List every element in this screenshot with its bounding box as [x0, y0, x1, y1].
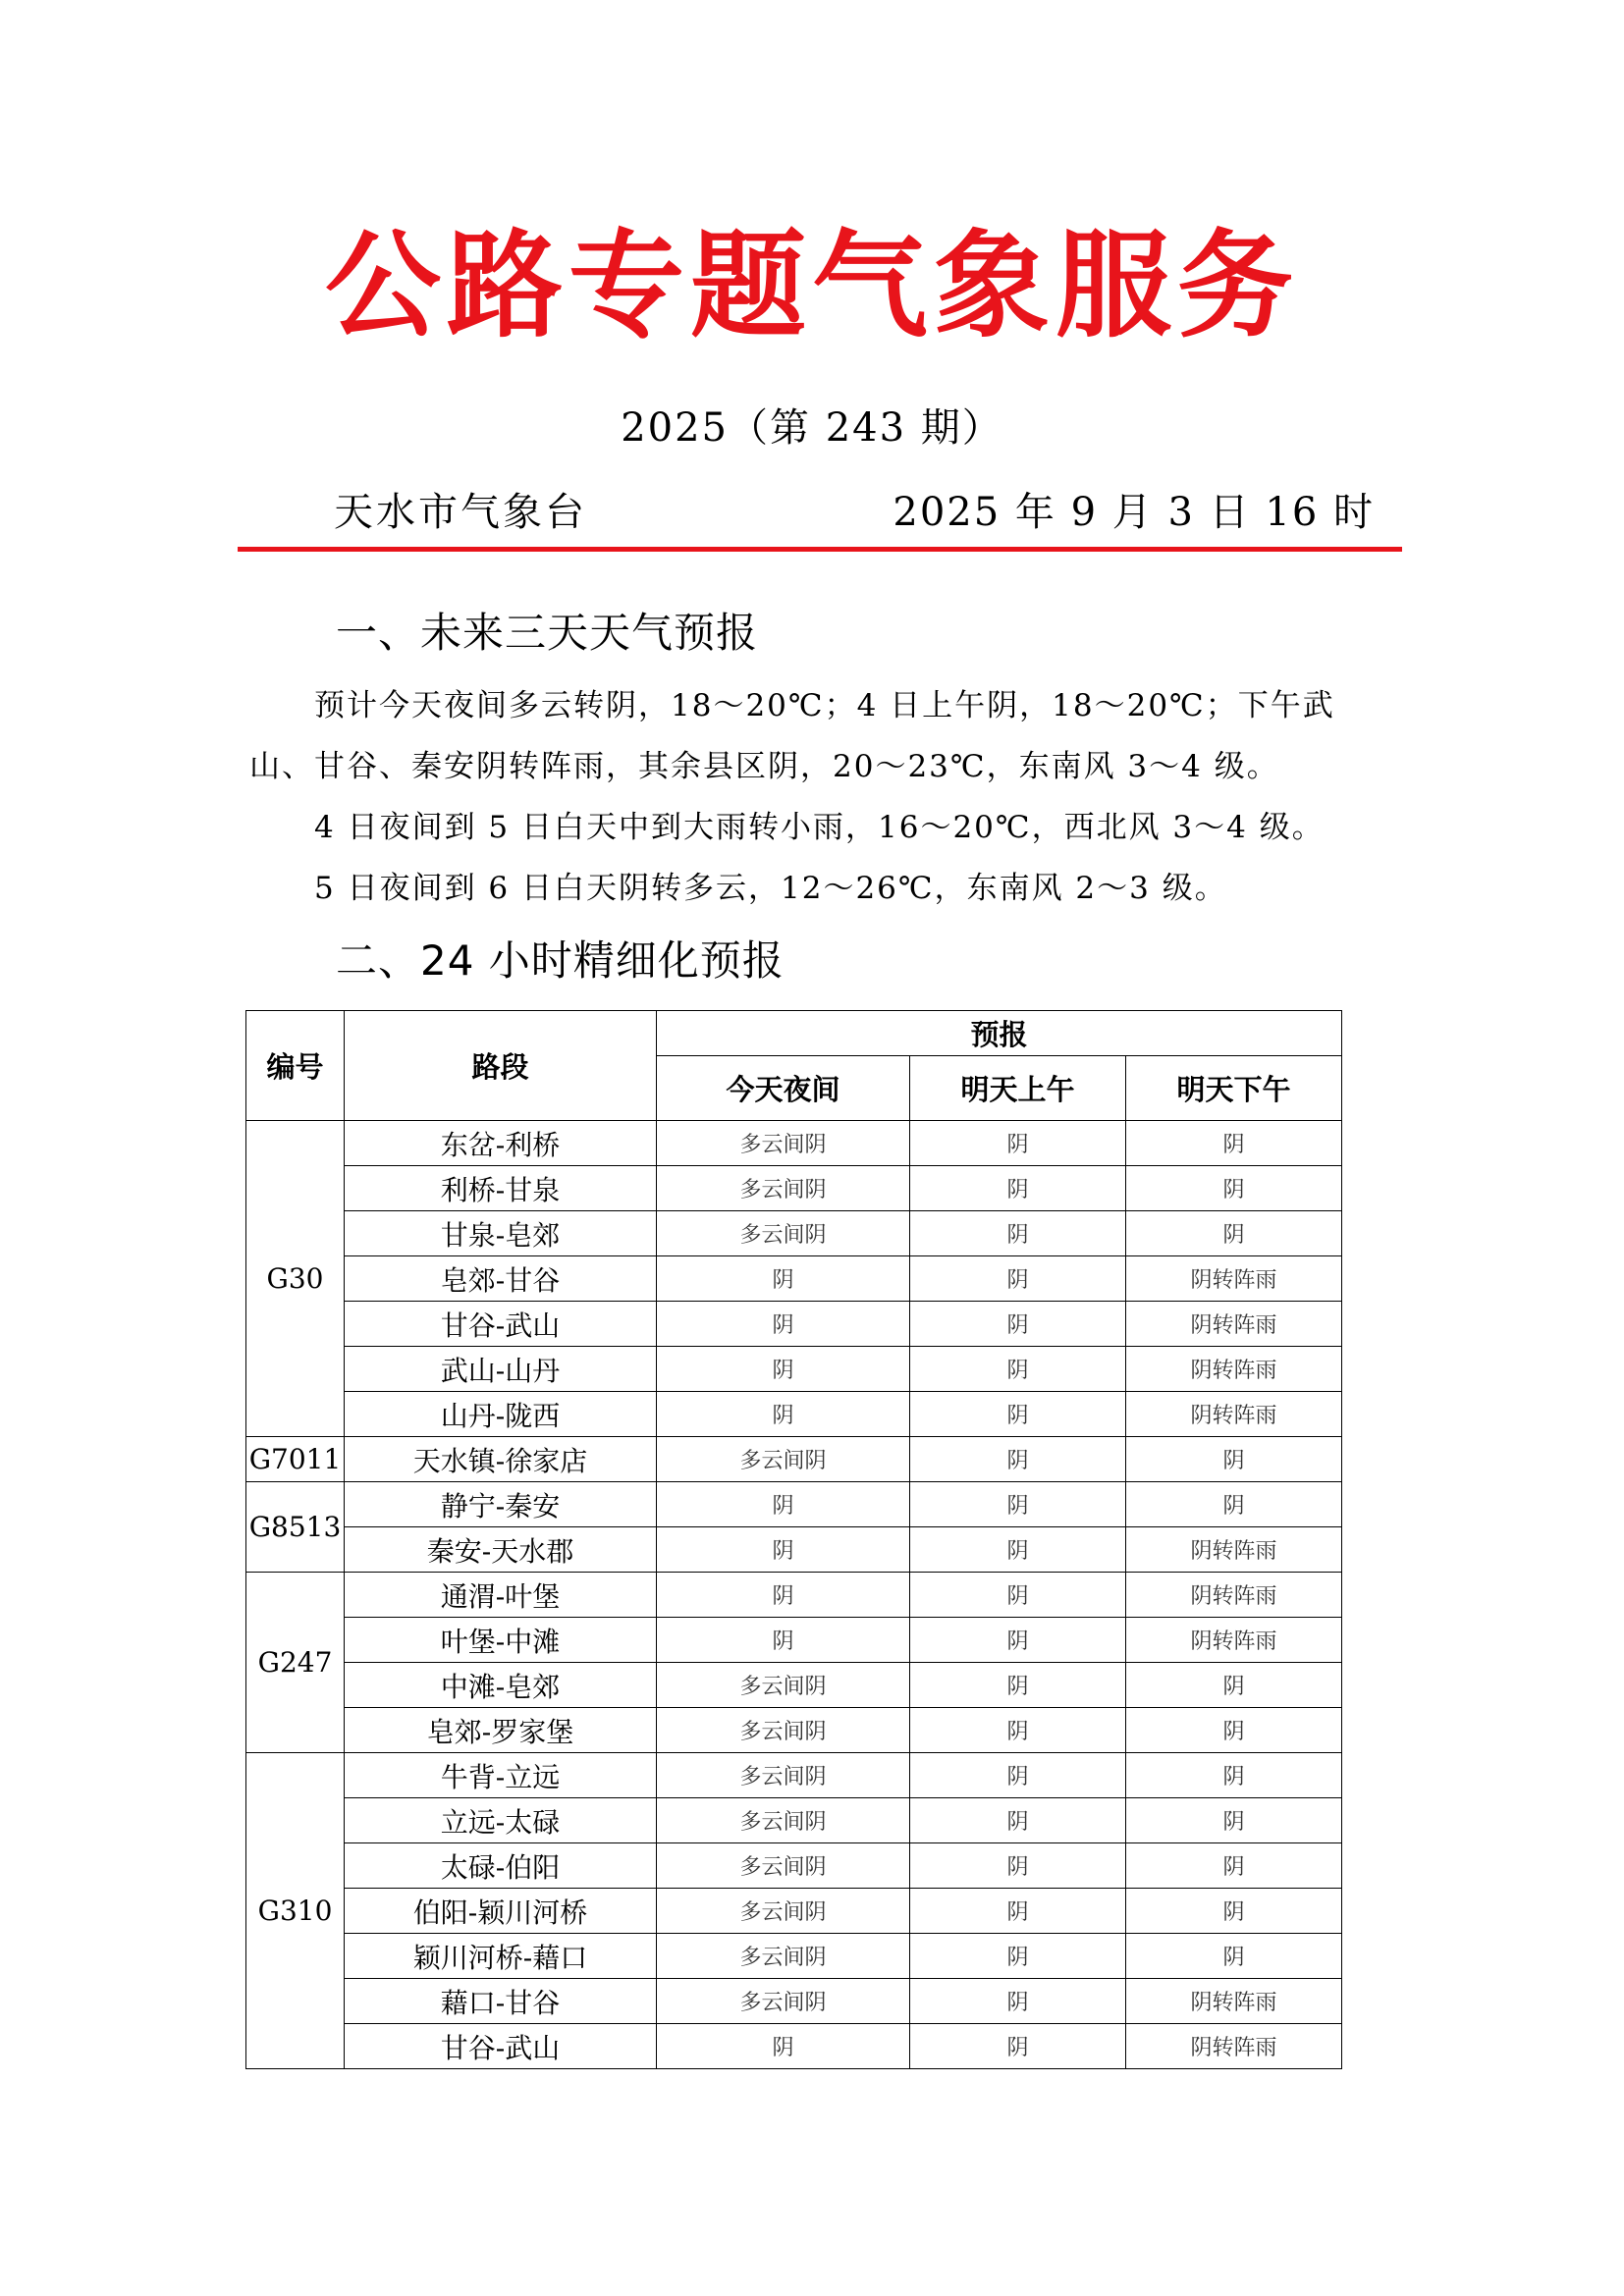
- forecast-tomorrow-am: 阴: [910, 1302, 1126, 1347]
- issuing-organization: 天水市气象台: [334, 490, 587, 535]
- table-row: [246, 1347, 1342, 1392]
- segment-name: 静宁-秦安: [345, 1482, 657, 1527]
- segment-name: 立远-太碌: [345, 1798, 657, 1843]
- forecast-tomorrow-am: 阴: [910, 1663, 1126, 1708]
- forecast-tomorrow-pm: 阴转阵雨: [1126, 2024, 1342, 2069]
- segment-name: 牛背-立远: [345, 1753, 657, 1798]
- forecast-tonight: 多云间阴: [657, 1798, 910, 1843]
- segment-name: 秦安-天水郡: [345, 1527, 657, 1573]
- forecast-tonight: 多云间阴: [657, 1121, 910, 1166]
- table-row: [246, 1211, 1342, 1256]
- forecast-tomorrow-pm: 阴转阵雨: [1126, 1302, 1342, 1347]
- segment-name: 山丹-陇西: [345, 1392, 657, 1437]
- table-row: [246, 1302, 1342, 1347]
- table-row: [246, 1437, 1342, 1482]
- table-row: [246, 1618, 1342, 1663]
- forecast-tomorrow-pm: 阴转阵雨: [1126, 1618, 1342, 1663]
- forecast-tonight: 阴: [657, 1256, 910, 1302]
- table-row: [246, 1573, 1342, 1618]
- segment-name: 甘泉-皂郊: [345, 1211, 657, 1256]
- table-row: [246, 1256, 1342, 1302]
- forecast-tomorrow-pm: 阴: [1126, 1889, 1342, 1934]
- forecast-tomorrow-pm: 阴: [1126, 1166, 1342, 1211]
- segment-name: 皂郊-甘谷: [345, 1256, 657, 1302]
- column-header-tonight: 今天夜间: [657, 1056, 910, 1121]
- forecast-tonight: 多云间阴: [657, 1843, 910, 1889]
- forecast-tomorrow-pm: 阴: [1126, 1753, 1342, 1798]
- forecast-tomorrow-am: 阴: [910, 1211, 1126, 1256]
- table-row: [246, 1889, 1342, 1934]
- segment-name: 利桥-甘泉: [345, 1166, 657, 1211]
- segment-name: 通渭-叶堡: [345, 1573, 657, 1618]
- segment-name: 藉口-甘谷: [345, 1979, 657, 2024]
- column-header-forecast: 预报: [657, 1011, 1342, 1056]
- forecast-tomorrow-pm: 阴: [1126, 1708, 1342, 1753]
- forecast-tomorrow-pm: 阴转阵雨: [1126, 1392, 1342, 1437]
- segment-name: 武山-山丹: [345, 1347, 657, 1392]
- road-code: G8513: [246, 1482, 345, 1573]
- forecast-tonight: 阴: [657, 1618, 910, 1663]
- road-code: G30: [246, 1121, 345, 1437]
- segment-name: 皂郊-罗家堡: [345, 1708, 657, 1753]
- three-day-forecast-text: [249, 675, 1379, 919]
- forecast-tomorrow-am: 阴: [910, 1753, 1126, 1798]
- forecast-tomorrow-pm: 阴转阵雨: [1126, 1527, 1342, 1573]
- issue-number: 2025（第 243 期）: [621, 405, 1003, 451]
- forecast-tomorrow-am: 阴: [910, 2024, 1126, 2069]
- table-row: [246, 1166, 1342, 1211]
- forecast-tomorrow-pm: 阴转阵雨: [1126, 1573, 1342, 1618]
- road-code: G247: [246, 1573, 345, 1753]
- segment-name: 天水镇-徐家店: [345, 1437, 657, 1482]
- forecast-tonight: 多云间阴: [657, 1934, 910, 1979]
- forecast-tomorrow-am: 阴: [910, 1121, 1126, 1166]
- forecast-tomorrow-am: 阴: [910, 1437, 1126, 1482]
- forecast-tonight: 阴: [657, 1573, 910, 1618]
- segment-name: 颖川河桥-藉口: [345, 1934, 657, 1979]
- forecast-tomorrow-am: 阴: [910, 1392, 1126, 1437]
- forecast-tonight: 阴: [657, 1482, 910, 1527]
- table-row: [246, 1753, 1342, 1798]
- forecast-tonight: 多云间阴: [657, 1708, 910, 1753]
- forecast-tomorrow-am: 阴: [910, 1573, 1126, 1618]
- column-header-tomorrow-am: 明天上午: [910, 1056, 1126, 1121]
- segment-name: 中滩-皂郊: [345, 1663, 657, 1708]
- segment-name: 伯阳-颖川河桥: [345, 1889, 657, 1934]
- forecast-tomorrow-pm: 阴: [1126, 1211, 1342, 1256]
- table-row: [246, 1663, 1342, 1708]
- segment-name: 太碌-伯阳: [345, 1843, 657, 1889]
- forecast-tomorrow-am: 阴: [910, 1527, 1126, 1573]
- forecast-tonight: 多云间阴: [657, 1753, 910, 1798]
- road-code: G7011: [246, 1437, 345, 1482]
- forecast-tonight: 多云间阴: [657, 1211, 910, 1256]
- table-row: [246, 1482, 1342, 1527]
- forecast-tomorrow-am: 阴: [910, 1934, 1126, 1979]
- forecast-tomorrow-am: 阴: [910, 1166, 1126, 1211]
- forecast-tomorrow-am: 阴: [910, 1618, 1126, 1663]
- column-header-segment: 路段: [345, 1011, 657, 1121]
- table-row: [246, 2024, 1342, 2069]
- column-header-id: 编号: [246, 1011, 345, 1121]
- forecast-tomorrow-am: 阴: [910, 1482, 1126, 1527]
- section-heading-24h: 二、24 小时精细化预报: [336, 936, 785, 985]
- forecast-tomorrow-pm: 阴: [1126, 1437, 1342, 1482]
- forecast-tonight: 多云间阴: [657, 1889, 910, 1934]
- table-row: [246, 1708, 1342, 1753]
- table-row: [246, 1934, 1342, 1979]
- column-header-tomorrow-pm: 明天下午: [1126, 1056, 1342, 1121]
- segment-name: 甘谷-武山: [345, 2024, 657, 2069]
- forecast-tomorrow-am: 阴: [910, 1979, 1126, 2024]
- forecast-tomorrow-pm: 阴转阵雨: [1126, 1256, 1342, 1302]
- table-row: [246, 1979, 1342, 2024]
- road-forecast-table: [245, 1010, 1342, 2069]
- forecast-tomorrow-pm: 阴: [1126, 1482, 1342, 1527]
- forecast-tonight: 多云间阴: [657, 1437, 910, 1482]
- forecast-tomorrow-am: 阴: [910, 1708, 1126, 1753]
- bulletin-title: 公路专题气象服务: [324, 218, 1299, 353]
- forecast-tonight: 阴: [657, 1347, 910, 1392]
- forecast-tomorrow-pm: 阴: [1126, 1843, 1342, 1889]
- forecast-tonight: 多云间阴: [657, 1663, 910, 1708]
- issue-date: 2025 年 9 月 3 日 16 时: [893, 490, 1375, 535]
- road-code: G310: [246, 1753, 345, 2069]
- table-row: [246, 1121, 1342, 1166]
- table-row: [246, 1843, 1342, 1889]
- forecast-tonight: 阴: [657, 2024, 910, 2069]
- forecast-tomorrow-pm: 阴: [1126, 1663, 1342, 1708]
- section-heading-three-day: 一、未来三天天气预报: [336, 609, 759, 657]
- forecast-tomorrow-am: 阴: [910, 1843, 1126, 1889]
- forecast-tomorrow-am: 阴: [910, 1347, 1126, 1392]
- forecast-tonight: 阴: [657, 1392, 910, 1437]
- header-divider: [238, 547, 1402, 552]
- forecast-tonight: 多云间阴: [657, 1979, 910, 2024]
- segment-name: 叶堡-中滩: [345, 1618, 657, 1663]
- forecast-paragraph: 5 日夜间到 6 日白天阴转多云，12～26℃，东南风 2～3 级。: [314, 871, 1227, 906]
- forecast-tonight: 阴: [657, 1302, 910, 1347]
- forecast-paragraph: 4 日夜间到 5 日白天中到大雨转小雨，16～20℃，西北风 3～4 级。: [314, 810, 1325, 845]
- forecast-tomorrow-pm: 阴转阵雨: [1126, 1347, 1342, 1392]
- forecast-tonight: 阴: [657, 1527, 910, 1573]
- forecast-tomorrow-am: 阴: [910, 1889, 1126, 1934]
- table-row: [246, 1527, 1342, 1573]
- forecast-tomorrow-pm: 阴: [1126, 1934, 1342, 1979]
- forecast-tomorrow-pm: 阴: [1126, 1798, 1342, 1843]
- forecast-tonight: 多云间阴: [657, 1166, 910, 1211]
- forecast-paragraph: 预计今天夜间多云转阴，18～20℃；4 日上午阴，18～20℃；下午武山、甘谷、秦安阴转阵雨，其余县区阴，20～23℃，东南风 3～4 级。: [249, 688, 1335, 784]
- forecast-table-body: [246, 1121, 1342, 2069]
- forecast-tomorrow-pm: 阴转阵雨: [1126, 1979, 1342, 2024]
- segment-name: 东岔-利桥: [345, 1121, 657, 1166]
- table-row: [246, 1798, 1342, 1843]
- forecast-tomorrow-pm: 阴: [1126, 1121, 1342, 1166]
- forecast-tomorrow-am: 阴: [910, 1798, 1126, 1843]
- segment-name: 甘谷-武山: [345, 1302, 657, 1347]
- forecast-tomorrow-am: 阴: [910, 1256, 1126, 1302]
- table-row: [246, 1392, 1342, 1437]
